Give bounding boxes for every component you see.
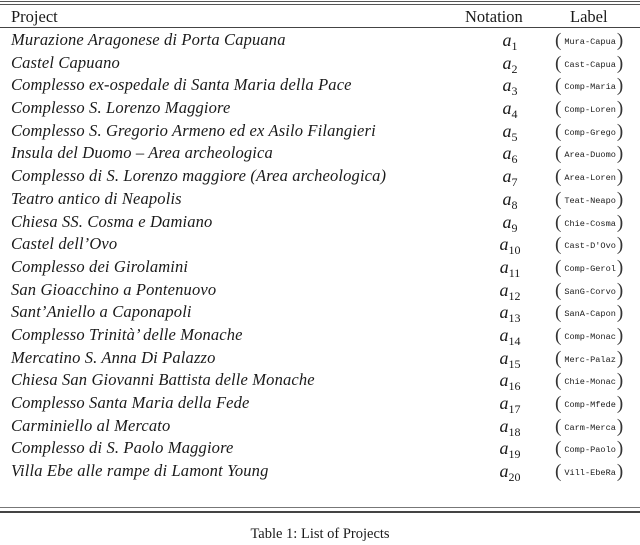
close-paren: ) xyxy=(616,211,624,233)
notation-base: a xyxy=(499,256,509,277)
project-name: Carminiello al Mercato xyxy=(11,415,171,435)
project-name: Villa Ebe alle rampe di Lamont Young xyxy=(11,461,269,481)
label-code: Cast-D'Ovo xyxy=(564,241,616,252)
close-paren: ) xyxy=(616,438,624,460)
label-cell xyxy=(555,437,623,462)
top-rule-outer xyxy=(0,1,640,2)
open-paren: ( xyxy=(555,461,562,483)
project-name: Sant’Aniello a Caponapoli xyxy=(11,302,192,322)
table-row xyxy=(0,29,640,52)
notation-base: a xyxy=(499,234,509,255)
close-paren: ) xyxy=(616,324,624,346)
table-row xyxy=(0,188,640,211)
table-row xyxy=(0,324,640,347)
open-paren: ( xyxy=(555,393,562,414)
open-paren: ( xyxy=(555,188,562,210)
label-cell xyxy=(555,74,623,99)
notation xyxy=(480,347,540,371)
label-cell xyxy=(555,97,623,122)
project-name: Complesso Trinità’ delle Monache xyxy=(11,324,243,344)
table-row xyxy=(0,165,640,188)
table-row xyxy=(0,74,640,97)
close-paren: ) xyxy=(616,188,624,210)
label-cell xyxy=(555,29,623,54)
open-paren: ( xyxy=(555,279,562,301)
open-paren: ( xyxy=(555,30,562,51)
open-paren: ( xyxy=(555,120,562,142)
label-cell xyxy=(555,256,623,281)
open-paren: ( xyxy=(555,370,562,392)
label-cell xyxy=(555,165,623,190)
label-cell xyxy=(555,233,623,258)
notation-base: a xyxy=(502,98,512,119)
notation-base: a xyxy=(499,415,509,436)
project-name: Complesso di S. Paolo Maggiore xyxy=(11,438,234,458)
notation-subscript: 9 xyxy=(511,220,518,235)
bottom-rule-upper xyxy=(0,507,640,508)
project-name: Complesso S. Gregorio Armeno ed ex Asilo Filangieri xyxy=(11,120,376,140)
label-code: Carm-Merca xyxy=(564,422,616,433)
project-name: Murazione Aragonese di Porta Capuana xyxy=(11,30,286,49)
table-row xyxy=(0,52,640,75)
open-paren: ( xyxy=(555,52,562,74)
notation xyxy=(480,460,540,484)
open-paren: ( xyxy=(555,324,562,346)
notation-subscript: 16 xyxy=(508,379,521,394)
open-paren: ( xyxy=(555,302,562,324)
notation-subscript: 10 xyxy=(508,243,521,258)
label-cell xyxy=(555,415,623,440)
table-row xyxy=(0,211,640,234)
notation xyxy=(480,233,540,257)
label-code: Comp-Monac xyxy=(564,331,616,342)
label-code: Merc-Palaz xyxy=(564,354,616,365)
project-name: Chiesa San Giovanni Battista delle Monache xyxy=(11,370,315,390)
header-notation: Notation xyxy=(465,7,523,26)
notation xyxy=(480,279,540,303)
project-name: Castel Capuano xyxy=(11,52,120,72)
notation xyxy=(480,324,540,348)
notation xyxy=(480,211,540,235)
notation-base: a xyxy=(499,302,509,323)
label-code: SanA-Capon xyxy=(564,309,616,320)
table-row xyxy=(0,97,640,120)
open-paren: ( xyxy=(555,75,562,97)
table-row xyxy=(0,392,640,415)
notation xyxy=(480,369,540,393)
label-cell xyxy=(555,142,623,167)
notation-subscript: 20 xyxy=(508,470,521,485)
label-cell xyxy=(555,52,623,77)
label-code: Vill-EbeRa xyxy=(564,468,616,479)
label-code: Comp-Mfede xyxy=(564,400,616,410)
notation-base: a xyxy=(502,75,512,96)
notation xyxy=(480,52,540,76)
label-code: Comp-Maria xyxy=(564,82,616,93)
close-paren: ) xyxy=(616,98,624,120)
notation-base: a xyxy=(499,370,509,391)
label-cell xyxy=(555,279,623,304)
label-code: Mura-Capua xyxy=(564,37,616,47)
notation-base: a xyxy=(502,211,512,232)
project-name: Teatro antico di Neapolis xyxy=(11,188,182,208)
notation-subscript: 2 xyxy=(511,61,518,76)
header-label: Label xyxy=(570,7,608,26)
label-code: Area-Loren xyxy=(564,173,616,184)
notation xyxy=(480,29,540,53)
label-cell xyxy=(555,324,623,349)
close-paren: ) xyxy=(616,347,624,369)
project-name: Insula del Duomo – Area archeologica xyxy=(11,143,273,163)
project-name: Complesso Santa Maria della Fede xyxy=(11,393,250,412)
close-paren: ) xyxy=(616,30,624,51)
project-name: Complesso dei Girolamini xyxy=(11,256,189,276)
table-row xyxy=(0,415,640,438)
notation-base: a xyxy=(499,438,509,459)
open-paren: ( xyxy=(555,256,562,278)
close-paren: ) xyxy=(616,461,624,483)
notation-subscript: 3 xyxy=(511,84,518,99)
notation xyxy=(480,392,540,416)
notation-subscript: 11 xyxy=(508,265,521,280)
notation-subscript: 7 xyxy=(511,175,518,190)
bottom-rule-lower xyxy=(0,511,640,513)
notation-base: a xyxy=(502,52,512,73)
table-row xyxy=(0,279,640,302)
label-code: Chie-Cosma xyxy=(564,218,616,229)
close-paren: ) xyxy=(616,415,624,437)
label-code: SanG-Corvo xyxy=(564,286,616,297)
notation xyxy=(480,165,540,189)
notation-base: a xyxy=(502,143,512,164)
label-code: Area-Duomo xyxy=(564,150,616,161)
label-cell xyxy=(555,301,623,326)
notation-subscript: 19 xyxy=(508,447,521,462)
label-code: Comp-Gerol xyxy=(564,263,616,274)
header-rule xyxy=(0,27,640,28)
notation-base: a xyxy=(502,166,512,187)
project-name: Complesso S. Lorenzo Maggiore xyxy=(11,98,231,118)
table-row xyxy=(0,460,640,483)
close-paren: ) xyxy=(616,302,624,324)
open-paren: ( xyxy=(555,347,562,369)
notation-base: a xyxy=(499,393,509,413)
open-paren: ( xyxy=(555,415,562,437)
close-paren: ) xyxy=(616,166,624,188)
notation-subscript: 18 xyxy=(508,424,521,439)
label-cell xyxy=(555,188,623,213)
table-row xyxy=(0,437,640,460)
notation xyxy=(480,188,540,212)
notation-base: a xyxy=(502,120,512,141)
notation-base: a xyxy=(499,324,509,345)
notation-subscript: 17 xyxy=(508,402,521,416)
label-code: Comp-Paolo xyxy=(564,445,616,456)
open-paren: ( xyxy=(555,234,562,256)
label-code: Chie-Monac xyxy=(564,377,616,388)
table-row xyxy=(0,256,640,279)
notation-base: a xyxy=(502,188,512,209)
project-name: Chiesa SS. Cosma e Damiano xyxy=(11,211,213,231)
notation-base: a xyxy=(499,279,509,300)
notation xyxy=(480,74,540,98)
label-cell xyxy=(555,120,623,145)
table-row xyxy=(0,120,640,143)
notation-base: a xyxy=(502,30,512,50)
label-code: Comp-Loren xyxy=(564,105,616,116)
label-cell xyxy=(555,347,623,372)
table-row xyxy=(0,369,640,392)
close-paren: ) xyxy=(616,393,624,414)
notation-subscript: 12 xyxy=(508,288,521,303)
project-name: Complesso ex-ospedale di Santa Maria della Pace xyxy=(11,75,352,95)
close-paren: ) xyxy=(616,279,624,301)
close-paren: ) xyxy=(616,143,624,165)
project-name: Complesso di S. Lorenzo maggiore (Area archeologica) xyxy=(11,166,387,186)
table-row xyxy=(0,233,640,256)
label-cell xyxy=(555,211,623,236)
label-cell xyxy=(555,392,623,417)
notation xyxy=(480,415,540,439)
notation xyxy=(480,142,540,166)
close-paren: ) xyxy=(616,52,624,74)
open-paren: ( xyxy=(555,143,562,165)
label-cell xyxy=(555,460,623,485)
notation-base: a xyxy=(499,461,509,482)
open-paren: ( xyxy=(555,166,562,188)
top-rule-inner xyxy=(0,4,640,5)
project-name: San Gioacchino a Pontenuovo xyxy=(11,279,217,299)
notation-subscript: 4 xyxy=(511,107,518,122)
notation-subscript: 6 xyxy=(511,152,518,167)
label-code: Cast-Capua xyxy=(564,59,616,70)
table-row xyxy=(0,301,640,324)
close-paren: ) xyxy=(616,256,624,278)
notation-subscript: 8 xyxy=(511,197,518,212)
label-code: Comp-Grego xyxy=(564,127,616,138)
notation-subscript: 5 xyxy=(511,129,518,144)
close-paren: ) xyxy=(616,234,624,256)
notation xyxy=(480,301,540,325)
notation-subscript: 13 xyxy=(508,311,521,326)
notation-base: a xyxy=(499,347,509,368)
table-row xyxy=(0,347,640,370)
open-paren: ( xyxy=(555,98,562,120)
table-row xyxy=(0,142,640,165)
open-paren: ( xyxy=(555,438,562,460)
notation xyxy=(480,437,540,461)
label-cell xyxy=(555,369,623,394)
open-paren: ( xyxy=(555,211,562,233)
notation-subscript: 15 xyxy=(508,356,521,371)
label-code: Teat-Neapo xyxy=(564,195,616,206)
notation-subscript: 14 xyxy=(508,333,521,348)
notation-subscript: 1 xyxy=(511,39,518,53)
notation xyxy=(480,120,540,144)
notation xyxy=(480,97,540,121)
header-project: Project xyxy=(11,7,58,26)
table-caption: Table 1: List of Projects xyxy=(250,526,390,542)
notation xyxy=(480,256,540,280)
close-paren: ) xyxy=(616,75,624,97)
close-paren: ) xyxy=(616,370,624,392)
project-name: Castel dell’Ovo xyxy=(11,234,118,254)
project-name: Mercatino S. Anna Di Palazzo xyxy=(11,347,216,367)
projects-table-body xyxy=(0,29,640,483)
close-paren: ) xyxy=(616,120,624,142)
